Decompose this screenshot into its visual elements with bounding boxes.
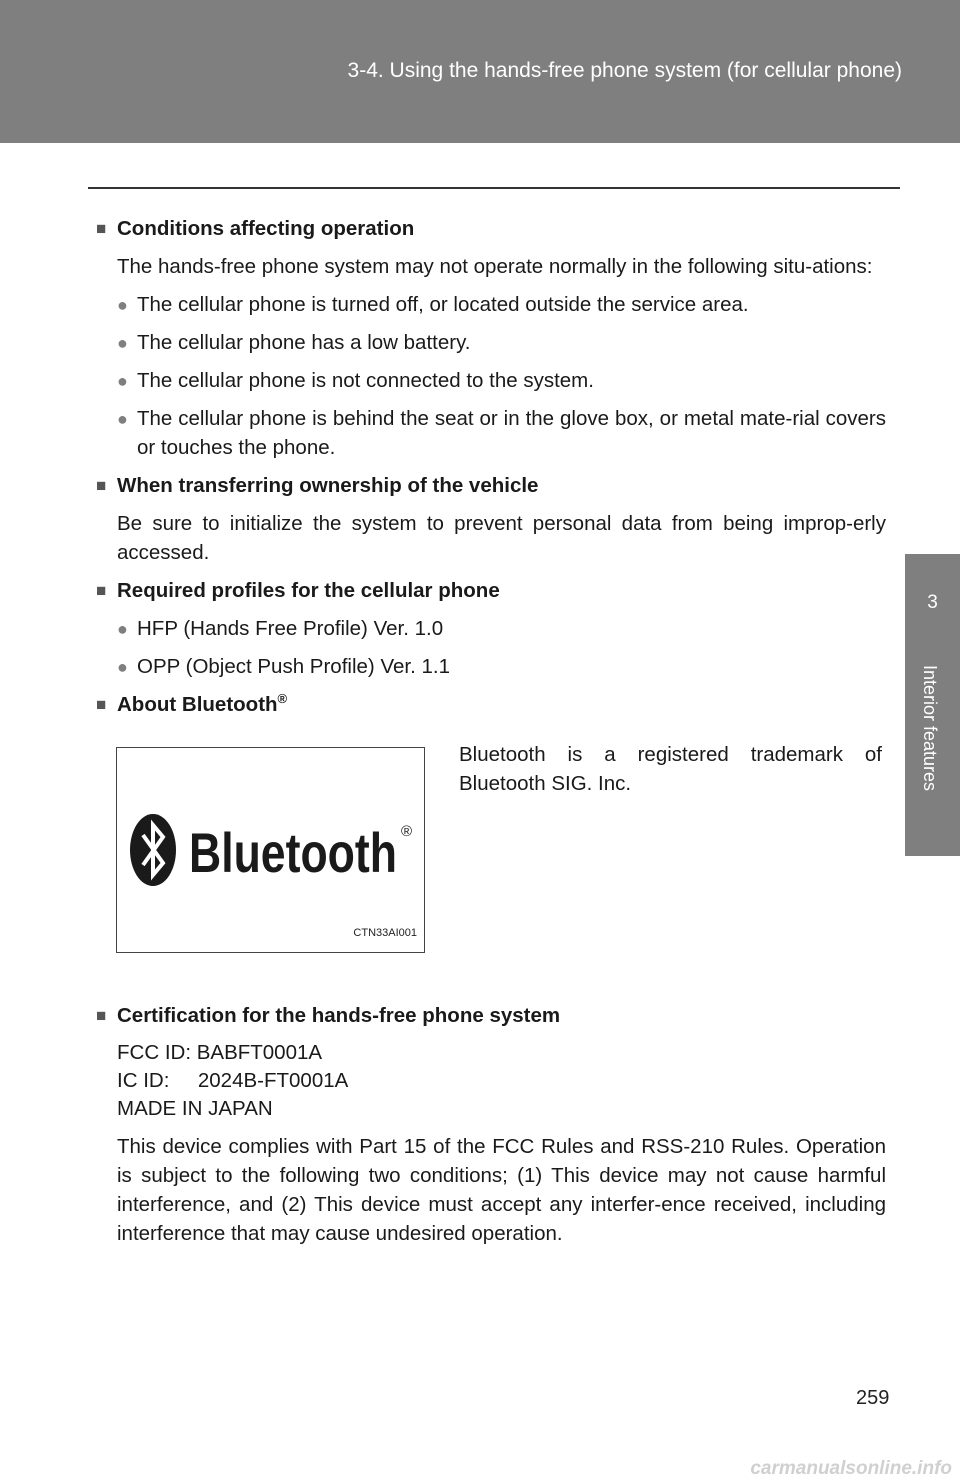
registered-mark: ® (401, 823, 413, 840)
section-title: 3-4. Using the hands-free phone system (for cellular phone) (347, 59, 902, 82)
square-bullet-icon: ■ (96, 581, 107, 600)
chapter-tab (905, 554, 960, 856)
header-band (0, 0, 960, 143)
list-item: ● The cellular phone has a low battery. (96, 328, 886, 357)
figure-code: CTN33AI001 (353, 927, 417, 939)
list-item: ● HFP (Hands Free Profile) Ver. 1.0 (96, 614, 886, 643)
list-item: ● The cellular phone is turned off, or located outside the service area. (96, 290, 886, 319)
list-item: ● The cellular phone is behind the seat or in the glove box, or metal mate-rial covers or touches the phone. (117, 407, 886, 459)
fcc-statement: This device complies with Part 15 of the FCC Rules and RSS-210 Rules. Operation is subject to the following two conditions; (1) This device may not cause harmful interference, and (2) This device must accept any interfer-ence received, including interference that may cause undesired operation. (117, 1135, 886, 1245)
square-bullet-icon: ■ (96, 1006, 107, 1025)
list-item: ● The cellular phone is not connected to the system. (96, 366, 886, 395)
page-content (96, 214, 886, 1257)
circle-bullet-icon: ● (117, 295, 128, 315)
square-bullet-icon: ■ (96, 476, 107, 495)
conditions-intro: The hands-free phone system may not operate normally in the following situ-ations: (117, 255, 873, 278)
transfer-text: Be sure to initialize the system to prevent personal data from being improp-erly accessed. (117, 512, 886, 564)
bluetooth-block (96, 722, 886, 1001)
circle-bullet-icon: ● (117, 409, 128, 429)
heading-bluetooth: ■ About Bluetooth® (96, 690, 886, 719)
header-divider (88, 187, 900, 189)
bluetooth-logo (129, 812, 414, 888)
chapter-label: Interior features (920, 665, 940, 792)
heading-certification: ■ Certification for the hands-free phone system (96, 1001, 886, 1030)
cert-fcc-id: FCC ID: BABFT0001A (117, 1041, 323, 1064)
bluetooth-trademark-text: Bluetooth is a registered trademark of Bluetooth SIG. Inc. (459, 743, 882, 795)
chapter-number: 3 (927, 592, 938, 613)
square-bullet-icon: ■ (96, 219, 107, 238)
bluetooth-logo-figure (116, 747, 425, 953)
square-bullet-icon: ■ (96, 695, 107, 714)
bluetooth-wordmark: Bluetooth (189, 821, 397, 884)
list-item: ● OPP (Object Push Profile) Ver. 1.1 (96, 652, 886, 681)
heading-conditions: ■ Conditions affecting operation (96, 214, 886, 243)
heading-transfer: ■ When transferring ownership of the vehicle (96, 471, 886, 500)
cert-origin: MADE IN JAPAN (117, 1097, 273, 1120)
circle-bullet-icon: ● (117, 333, 128, 353)
circle-bullet-icon: ● (117, 371, 128, 391)
heading-profiles: ■ Required profiles for the cellular phone (96, 576, 886, 605)
circle-bullet-icon: ● (117, 619, 128, 639)
cert-ic-id: IC ID: 2024B-FT0001A (117, 1069, 349, 1092)
watermark: carmanualsonline.info (750, 1458, 952, 1479)
circle-bullet-icon: ● (117, 657, 128, 677)
page-number: 259 (856, 1387, 890, 1409)
